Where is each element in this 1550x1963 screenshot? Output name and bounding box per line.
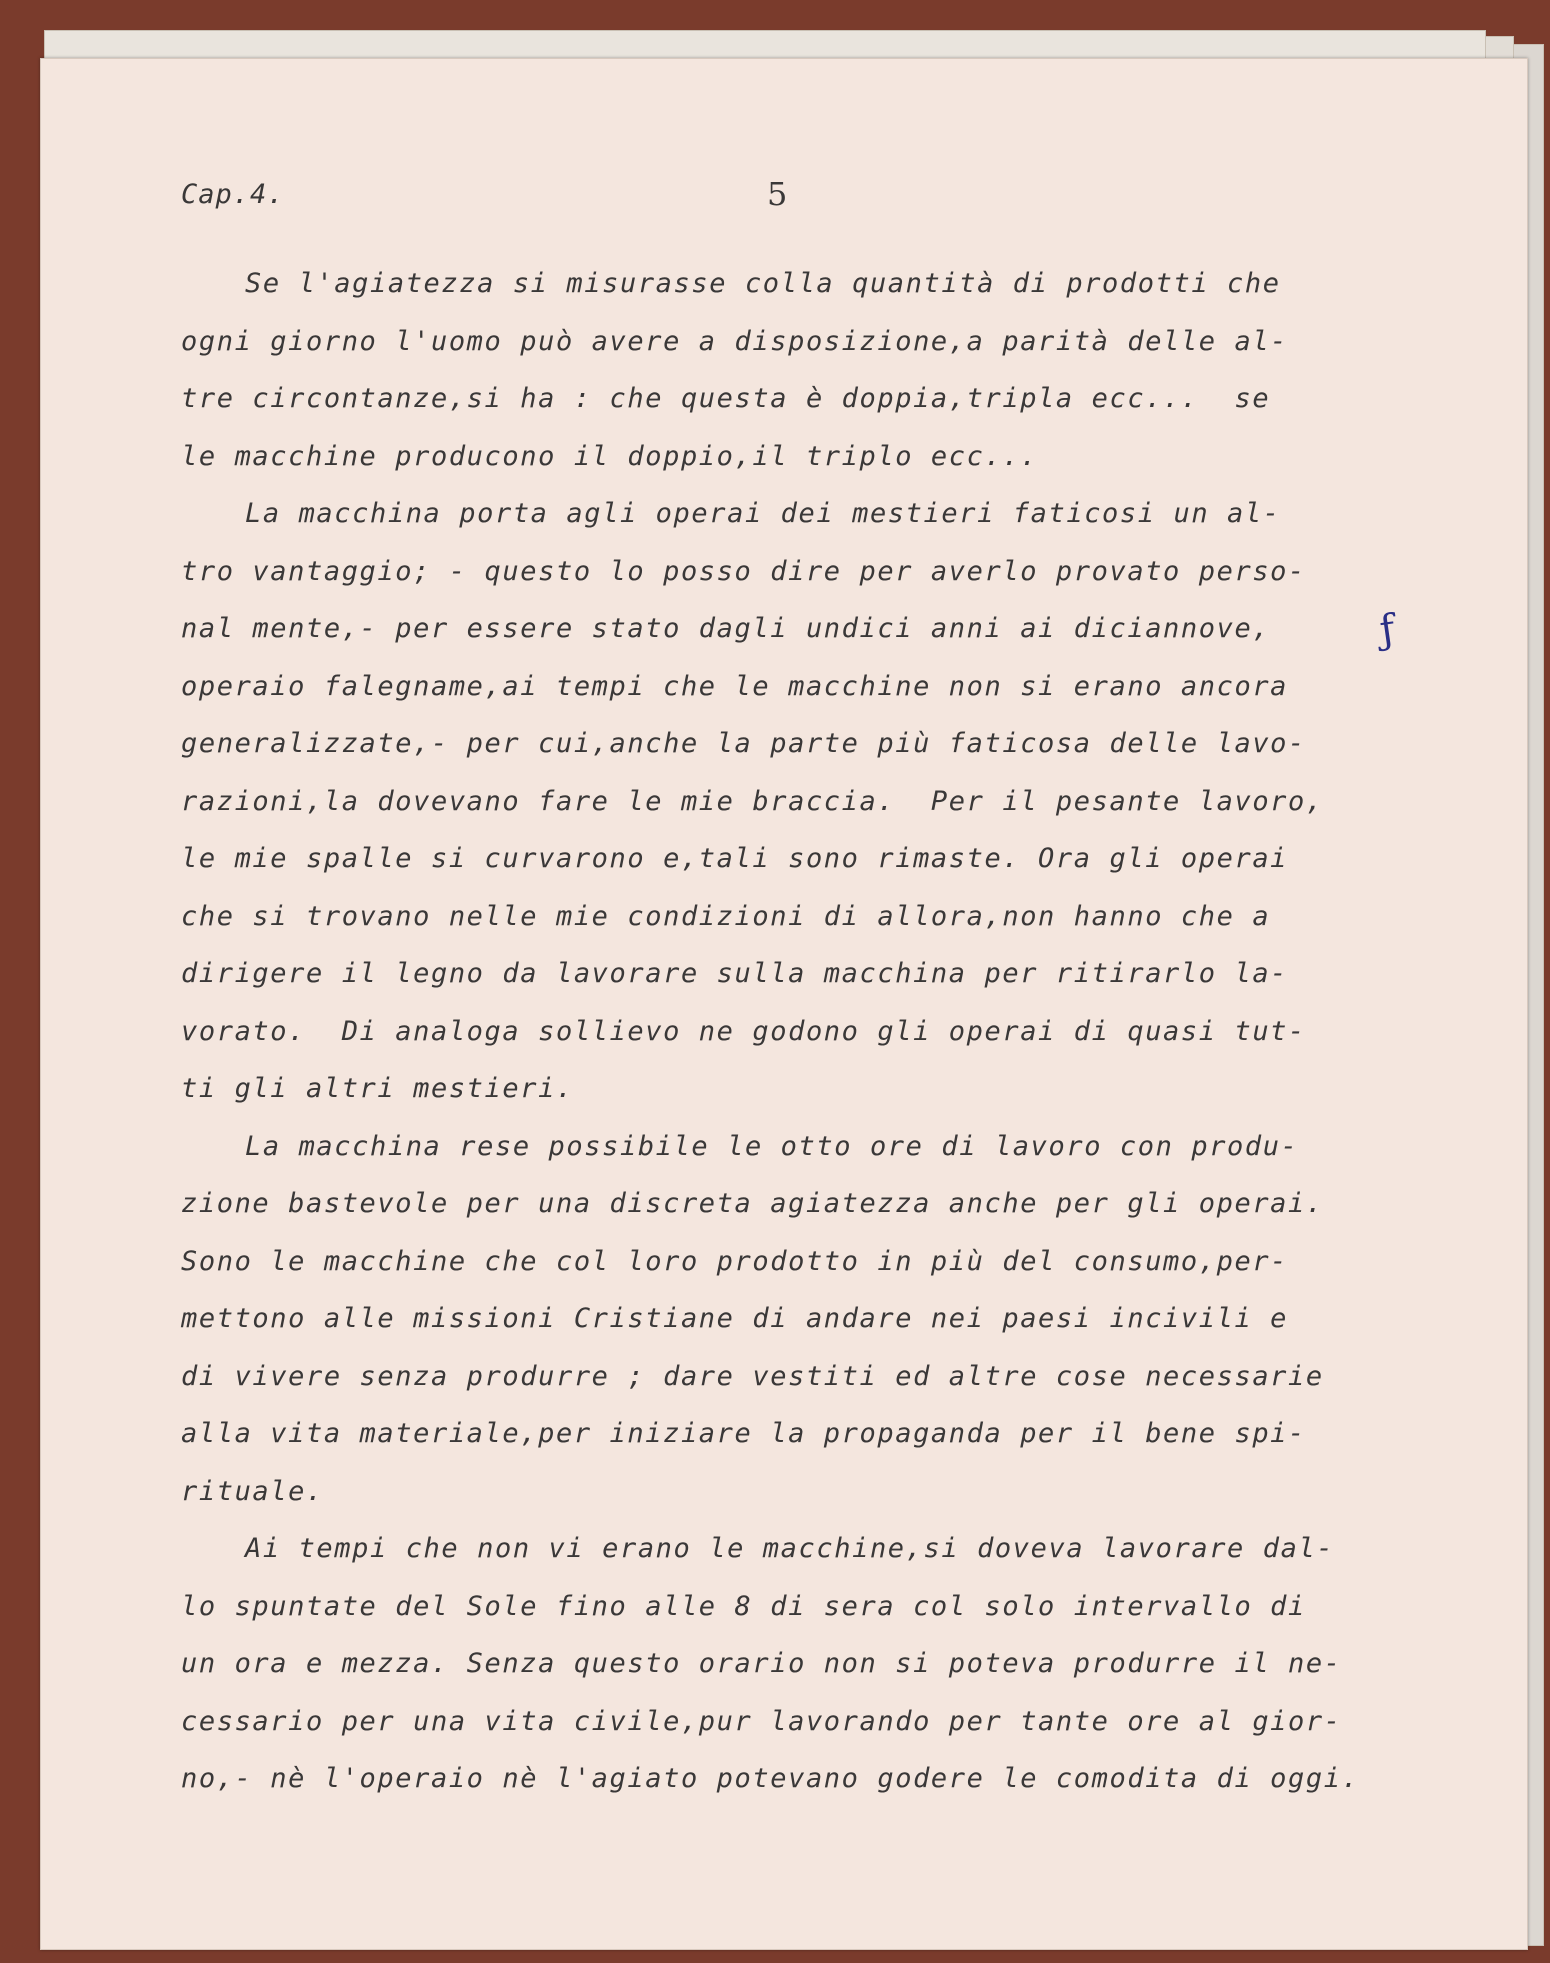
text-line: tre circontanze,si ha : che questa è doppia,tripla ecc... se	[181, 383, 1271, 414]
text-line: tro vantaggio; - questo lo posso dire per averlo provato perso-	[181, 555, 1306, 587]
text-line: dirigere il legno da lavorare sulla macchina per ritirarlo la-	[181, 958, 1289, 989]
text-line: ti gli altri mestieri.	[181, 1073, 574, 1104]
text-line: razioni,la dovevano fare le mie braccia. Per il pesante lavoro,	[181, 785, 1324, 817]
chapter-label: Cap.4.	[181, 179, 285, 210]
text-line: zione bastevole per una discreta agiatezza anche per gli operai.	[181, 1188, 1324, 1219]
text-line: no,- nè l'operaio nè l'agiato potevano godere le comodita di oggi.	[181, 1763, 1360, 1794]
handwritten-insertion-mark-icon: ƒ	[1377, 606, 1399, 654]
text-line: alla vita materiale,per iniziare la propaganda per il bene spi-	[181, 1418, 1306, 1449]
text-line: le macchine producono il doppio,il triplo ecc...	[181, 440, 1039, 472]
text-line: un ora e mezza. Senza questo orario non si poteva produrre il ne-	[181, 1648, 1342, 1679]
text-line: di vivere senza produrre ; dare vestiti ed altre cose necessarie	[181, 1360, 1324, 1392]
text-line: La macchina rese possibile le otto ore di lavoro con produ-	[245, 1130, 1299, 1162]
text-line: ogni giorno l'uomo può avere a disposizione,a parità delle al-	[181, 325, 1289, 357]
text-line: che si trovano nelle mie condizioni di allora,non hanno che a	[181, 900, 1271, 932]
paragraph	[181, 255, 1511, 485]
text-line: La macchina porta agli operai dei mestieri faticosi un al-	[245, 498, 1281, 529]
text-line: generalizzate,- per cui,anche la parte più faticosa delle lavo-	[181, 728, 1306, 759]
paragraph	[181, 1118, 1511, 1521]
text-line: lo spuntate del Sole fino alle 8 di sera col solo intervallo di	[181, 1590, 1306, 1622]
paragraph	[181, 485, 1511, 1118]
text-line: Sono le macchine che col loro prodotto in più del consumo,per-	[181, 1245, 1289, 1277]
text-line: Se l'agiatezza si misurasse colla quantità di prodotti che	[245, 268, 1281, 299]
paragraph	[181, 1520, 1511, 1808]
text-line: Ai tempi che non vi erano le macchine,si doveva lavorare dal-	[245, 1533, 1335, 1564]
page-number: 5	[767, 175, 788, 213]
text-line: le mie spalle si curvarono e,tali sono rimaste. Ora gli operai	[181, 843, 1289, 874]
typewritten-page	[40, 58, 1528, 1950]
text-line: rituale.	[181, 1475, 324, 1507]
page-header	[181, 175, 1481, 219]
text-line: mettono alle missioni Cristiane di andare nei paesi incivili e	[181, 1303, 1289, 1334]
body-text	[181, 255, 1511, 1808]
text-line: operaio falegname,ai tempi che le macchine non si erano ancora	[181, 670, 1289, 702]
text-line: vorato. Di analoga sollievo ne godono gli operai di quasi tut-	[181, 1015, 1306, 1047]
text-line: nal mente,- per essere stato dagli undici anni ai diciannove,	[181, 613, 1271, 644]
text-line: cessario per una vita civile,pur lavorando per tante ore al gior-	[181, 1705, 1342, 1737]
